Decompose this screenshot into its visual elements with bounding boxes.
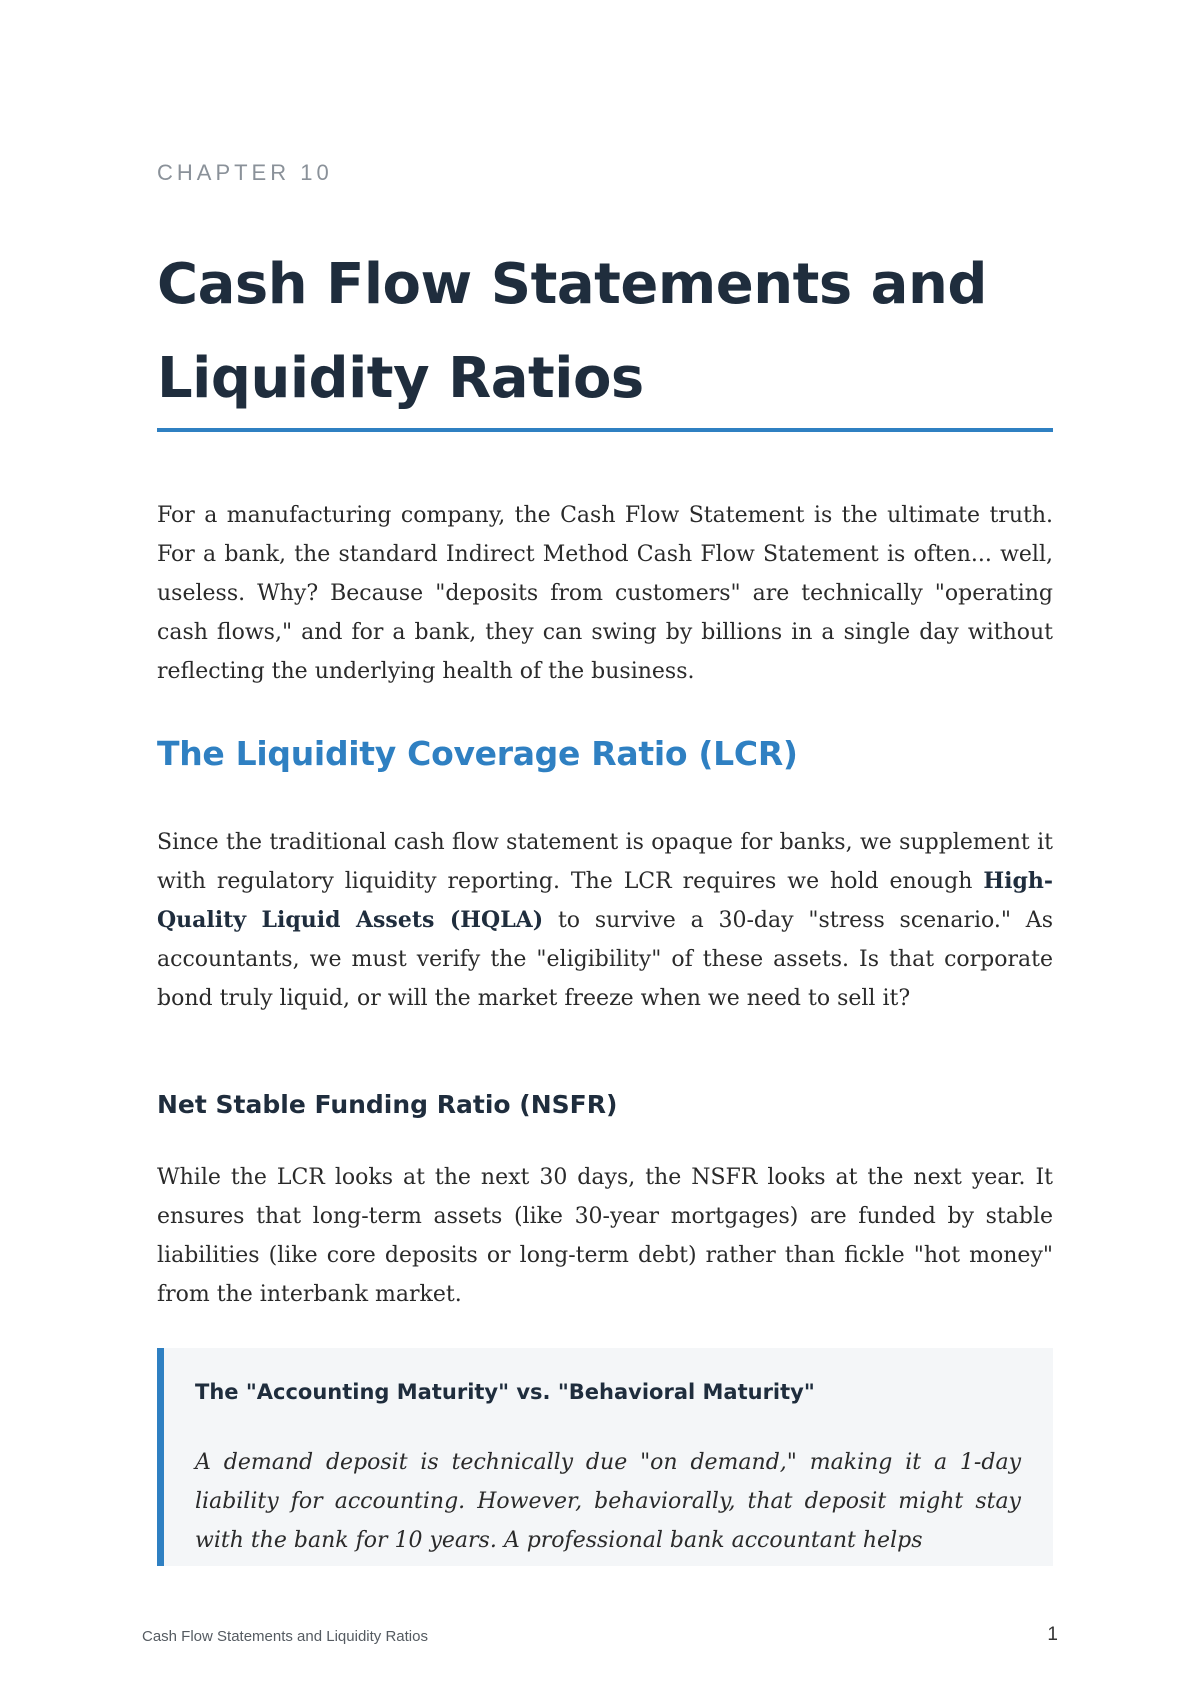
hqla-bold-term: High-Quality Liquid Assets (HQLA)	[157, 868, 1053, 933]
callout-accent-bar	[157, 1348, 164, 1566]
chapter-title: Cash Flow Statements and Liquidity Ratios	[157, 252, 987, 411]
nsfr-heading: Net Stable Funding Ratio (NSFR)	[157, 1090, 618, 1119]
chapter-label: CHAPTER 10	[157, 160, 333, 185]
intro-paragraph: For a manufacturing company, the Cash Flow Statement is the ultimate truth. For a bank, the standard Indirect Method Cash Flow Statement is often... well, useless. Why? Because "deposits from customers" are technically "operating cash flows," and for a bank, they can swing by billions in a single day without reflecting the underlying health of the business.	[157, 503, 1053, 684]
title-divider	[157, 428, 1053, 432]
callout-title: The "Accounting Maturity" vs. "Behavioral Maturity"	[195, 1380, 815, 1404]
lcr-paragraph	[157, 823, 1053, 1018]
lcr-text-after: to survive a 30-day "stress scenario." As accountants, we must verify the "eligibility" of these assets. Is that corporate bond truly liquid, or will the market freeze when we need to sell it?	[157, 908, 1053, 1011]
nsfr-paragraph: While the LCR looks at the next 30 days, the NSFR looks at the next year. It ensures that long-term assets (like 30-year mortgages) are funded by stable liabilities (like core deposits or long-term debt) rather than fickle "hot money" from the interbank market.	[157, 1165, 1053, 1307]
maturity-callout-box	[157, 1348, 1053, 1566]
footer-page-number: 1	[1047, 1624, 1058, 1645]
lcr-text-before: Since the traditional cash flow statement is opaque for banks, we supplement it with regulatory liquidity reporting. The LCR requires we hold enough	[157, 830, 1053, 894]
lcr-heading: The Liquidity Coverage Ratio (LCR)	[157, 734, 798, 773]
callout-body: A demand deposit is technically due "on demand," making it a 1-day liability for accounting. However, behaviorally, that deposit might stay with the bank for 10 years. A professional bank accountant helps	[195, 1450, 1021, 1553]
footer-running-title: Cash Flow Statements and Liquidity Ratios	[142, 1628, 428, 1645]
